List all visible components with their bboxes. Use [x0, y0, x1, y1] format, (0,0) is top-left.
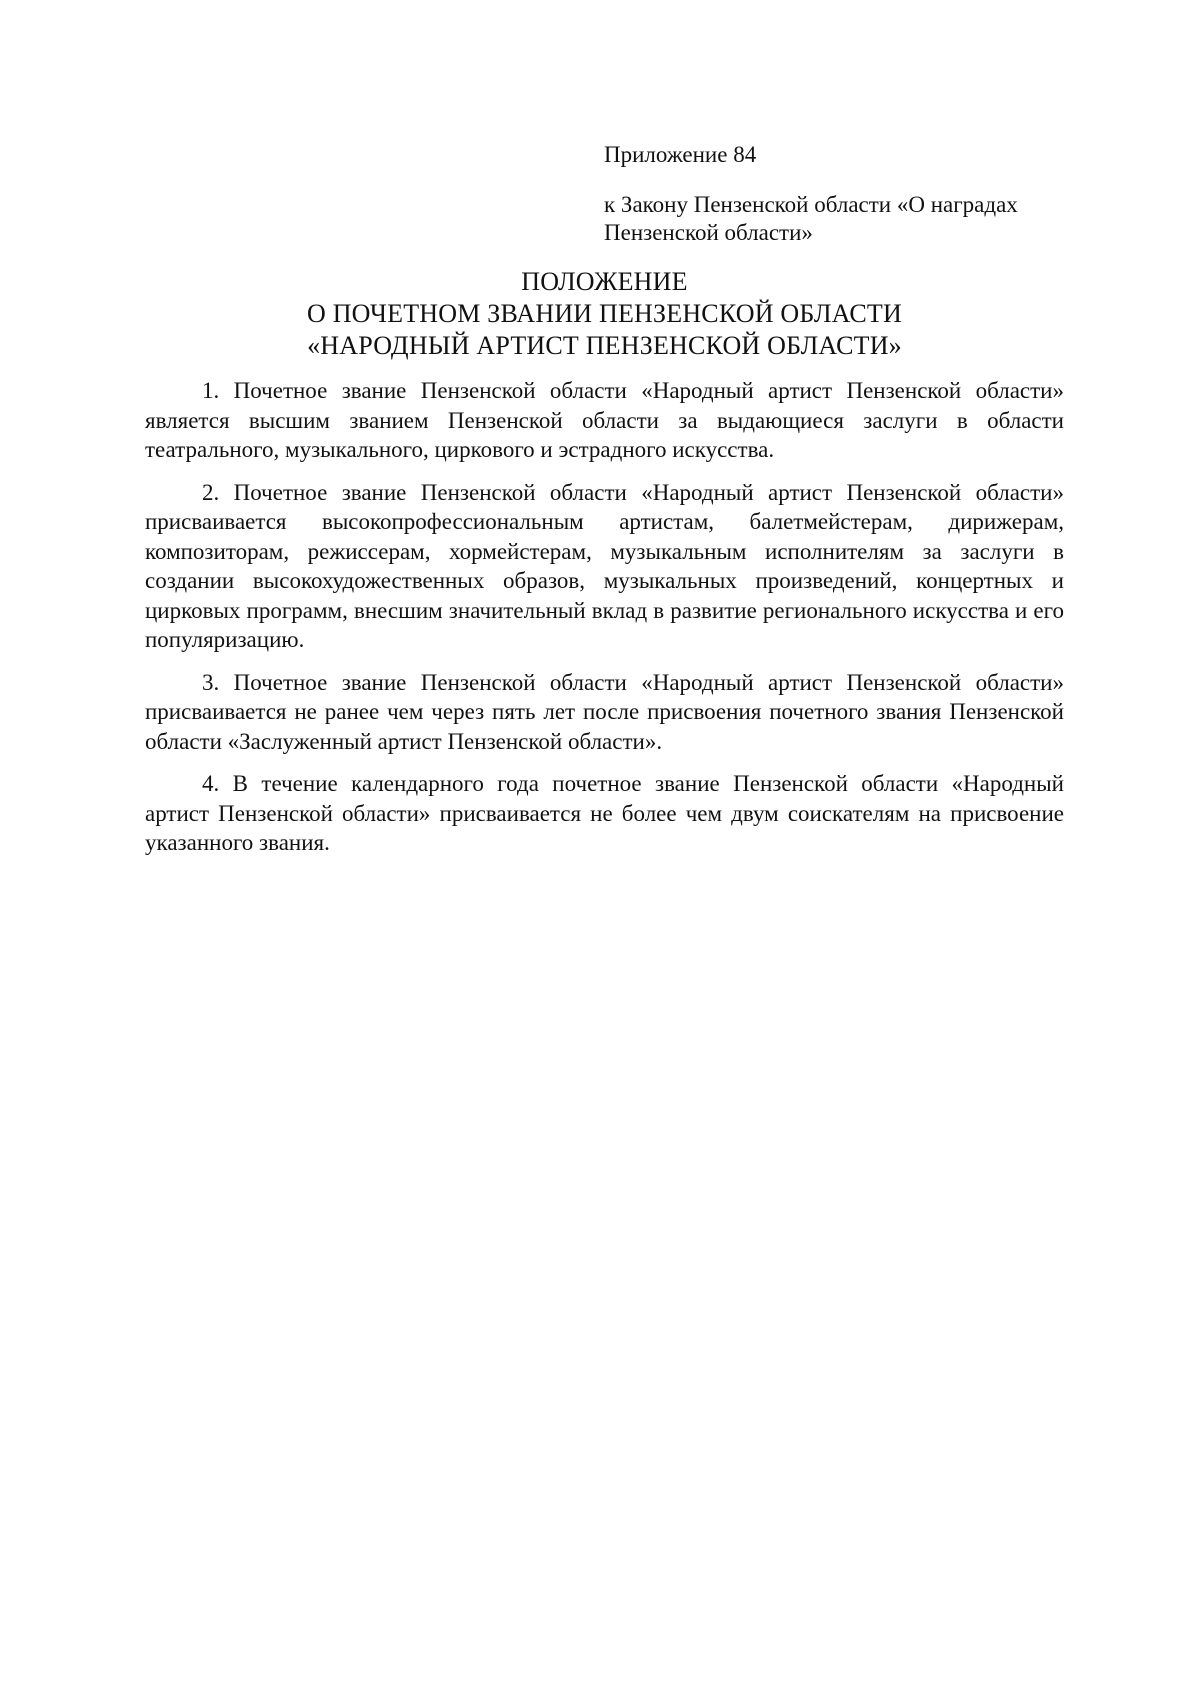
paragraph-2: 2. Почетное звание Пензенской области «Народный артист Пензенской области» присваивается высокопрофессиональным артистам, балетмейстерам, дирижерам, композиторам, режиссерам, хормейстерам, музыкальным исполнителям за заслуги в создании высокохудожественных образов, музыкальных произведений, концертных и цирковых программ, внесшим значительный вклад в развитие регионального искусства и его популяризацию.	[145, 479, 1064, 652]
appendix-number: Приложение 84	[604, 142, 757, 167]
appendix-reference-line-2: Пензенской области»	[604, 220, 813, 245]
document-body	[145, 376, 1064, 871]
document-title	[145, 266, 1064, 362]
title-line-1: ПОЛОЖЕНИЕ	[521, 267, 688, 296]
appendix-reference-line-1: к Закону Пензенской области «О наградах	[604, 192, 1018, 217]
paragraph-4: 4. В течение календарного года почетное звание Пензенской области «Народный артист Пензенской области» присваивается не более чем двум соискателям на присвоение указанного звания.	[145, 771, 1064, 855]
appendix-reference	[604, 191, 1064, 247]
title-line-2: О ПОЧЕТНОМ ЗВАНИИ ПЕНЗЕНСКОЙ ОБЛАСТИ	[307, 299, 902, 328]
paragraph-3: 3. Почетное звание Пензенской области «Народный артист Пензенской области» присваивается не ранее чем через пять лет после присвоения почетного звания Пензенской области «Заслуженный артист Пензенской области».	[145, 669, 1064, 754]
title-line-3: «НАРОДНЫЙ АРТИСТ ПЕНЗЕНСКОЙ ОБЛАСТИ»	[307, 331, 902, 360]
paragraph-1: 1. Почетное звание Пензенской области «Народный артист Пензенской области» является высшим званием Пензенской области за выдающиеся заслуги в области театрального, музыкального, циркового и эстрадного искусства.	[145, 378, 1064, 462]
